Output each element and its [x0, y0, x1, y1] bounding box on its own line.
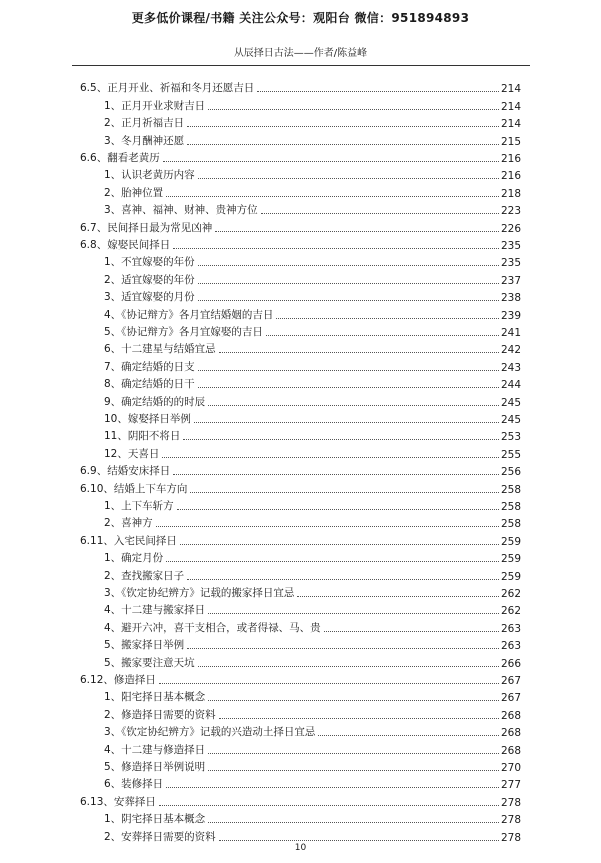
toc-subsection-entry — [104, 583, 521, 600]
toc-page-number: 268 — [500, 727, 521, 740]
toc-subsection-entry — [104, 287, 521, 304]
toc-entry-label: 4、《协记辩方》各月宜结婚姻的吉日 — [104, 308, 274, 321]
toc-page-number: 245 — [500, 396, 521, 409]
toc-subsection-entry — [104, 774, 521, 791]
toc-entry-label: 1、阴宅择日基本概念 — [104, 813, 206, 826]
toc-subsection-entry — [104, 374, 521, 391]
toc-subsection-entry — [104, 200, 521, 217]
toc-page-number: 268 — [500, 709, 521, 722]
toc-subsection-entry — [104, 165, 521, 182]
toc-page-number: 262 — [500, 587, 521, 600]
toc-dot-leader — [198, 282, 499, 284]
toc-dot-leader — [219, 351, 499, 353]
toc-subsection-entry — [104, 356, 521, 373]
toc-dot-leader — [208, 699, 499, 701]
toc-dot-leader — [166, 195, 499, 197]
toc-page-number: 263 — [500, 640, 521, 653]
toc-subsection-entry — [104, 182, 521, 199]
toc-entry-label: 3、喜神、福神、财神、贵神方位 — [104, 204, 258, 217]
toc-dot-leader — [163, 160, 499, 162]
toc-page-number: 263 — [500, 622, 521, 635]
toc-section-entry — [80, 461, 521, 478]
toc-dot-leader — [208, 821, 499, 823]
toc-subsection-entry — [104, 635, 521, 652]
toc-dot-leader — [177, 508, 499, 510]
toc-dot-leader — [173, 473, 499, 475]
toc-section-entry — [80, 791, 521, 808]
toc-subsection-entry — [104, 130, 521, 147]
toc-dot-leader — [219, 839, 499, 841]
toc-entry-label: 4、避开六冲，喜干支相合，或者得禄、马、贵 — [104, 621, 321, 634]
toc-section-entry — [80, 148, 521, 165]
toc-dot-leader — [198, 386, 499, 388]
toc-dot-leader — [187, 143, 499, 145]
toc-entry-label: 6、十二建星与结婚宜忌 — [104, 343, 216, 356]
toc-dot-leader — [156, 525, 499, 527]
toc-entry-label: 1、阳宅择日基本概念 — [104, 691, 206, 704]
toc-entry-label: 1、认识老黄历内容 — [104, 169, 195, 182]
toc-subsection-entry — [104, 113, 521, 130]
toc-page-number: 266 — [500, 657, 521, 670]
toc-dot-leader — [261, 212, 499, 214]
toc-entry-label: 3、适宜嫁娶的月份 — [104, 291, 195, 304]
toc-subsection-entry — [104, 443, 521, 460]
toc-page-number: 258 — [500, 518, 521, 531]
toc-dot-leader — [159, 804, 499, 806]
toc-entry-label: 1、上下车斩方 — [104, 499, 174, 512]
toc-page-number: 262 — [500, 605, 521, 618]
toc-subsection-entry — [104, 809, 521, 826]
toc-page-number: 235 — [500, 239, 521, 252]
toc-page-number: 214 — [500, 100, 521, 113]
toc-page-number: 270 — [500, 761, 521, 774]
toc-entry-label: 6.13、安葬择日 — [80, 795, 156, 808]
toc-dot-leader — [166, 560, 499, 562]
toc-entry-label: 4、十二建与搬家择日 — [104, 604, 206, 617]
toc-entry-label: 5、修造择日举例说明 — [104, 760, 206, 773]
toc-entry-label: 6.10、结婚上下车方向 — [80, 482, 188, 495]
toc-dot-leader — [266, 334, 499, 336]
toc-page-number: 278 — [500, 831, 521, 844]
toc-entry-label: 2、适宜嫁娶的年份 — [104, 273, 195, 286]
toc-dot-leader — [187, 125, 499, 127]
toc-subsection-entry — [104, 426, 521, 443]
toc-dot-leader — [183, 438, 499, 440]
toc-dot-leader — [276, 317, 499, 319]
toc-section-entry — [80, 78, 521, 95]
book-subtitle: 从辰择日古法——作者/陈益峰 — [233, 48, 368, 59]
toc-page-number: 267 — [500, 692, 521, 705]
toc-entry-label: 2、胎神位置 — [104, 186, 164, 199]
toc-dot-leader — [318, 734, 499, 736]
toc-entry-label: 3、《钦定协纪辨方》记载的兴造动土择日宜忌 — [104, 726, 316, 739]
toc-subsection-entry — [104, 252, 521, 269]
toc-page-number: 253 — [500, 431, 521, 444]
toc-entry-label: 5、搬家要注意天坑 — [104, 656, 195, 669]
toc-entry-label: 12、天喜日 — [104, 447, 160, 460]
toc-entry-label: 3、《钦定协纪辨方》记载的搬家择日宜忌 — [104, 586, 295, 599]
toc-entry-label: 5、搬家择日举例 — [104, 639, 185, 652]
toc-page-number: 238 — [500, 292, 521, 305]
toc-entry-label: 6、装修择日 — [104, 778, 164, 791]
toc-page-number: 258 — [500, 483, 521, 496]
toc-page-number: 216 — [500, 152, 521, 165]
toc-section-entry — [80, 670, 521, 687]
toc-section-entry — [80, 478, 521, 495]
toc-subsection-entry — [104, 722, 521, 739]
toc-entry-label: 2、喜神方 — [104, 517, 153, 530]
toc-dot-leader — [187, 578, 499, 580]
toc-subsection-entry — [104, 739, 521, 756]
toc-dot-leader — [166, 786, 499, 788]
toc-dot-leader — [194, 421, 499, 423]
toc-page-number: 278 — [500, 814, 521, 827]
toc-dot-leader — [198, 299, 499, 301]
toc-page-number: 235 — [500, 257, 521, 270]
toc-entry-label: 6.12、修造择日 — [80, 673, 156, 686]
toc-subsection-entry — [104, 826, 521, 843]
toc-subsection-entry — [104, 617, 521, 634]
toc-page-number: 218 — [500, 187, 521, 200]
toc-dot-leader — [324, 630, 499, 632]
toc-entry-label: 6.6、翻看老黄历 — [80, 151, 160, 164]
toc-dot-leader — [208, 612, 499, 614]
toc-entry-label: 1、确定月份 — [104, 552, 164, 565]
promo-banner: 更多低价课程/书籍 关注公众号：观阳台 微信：951894893 — [131, 11, 470, 25]
toc-dot-leader — [297, 595, 499, 597]
toc-dot-leader — [180, 543, 499, 545]
toc-entry-label: 1、正月开业求财吉日 — [104, 99, 206, 112]
toc-subsection-entry — [104, 95, 521, 112]
toc-page-number: 278 — [500, 796, 521, 809]
toc-entry-label: 2、安葬择日需要的资料 — [104, 830, 216, 843]
toc-entry-label: 7、确定结婚的日支 — [104, 360, 195, 373]
toc-entry-label: 2、查找搬家日子 — [104, 569, 185, 582]
toc-subsection-entry — [104, 704, 521, 721]
toc-page-number: 245 — [500, 413, 521, 426]
toc-page-number: 242 — [500, 344, 521, 357]
toc-entry-label: 2、正月祈福吉日 — [104, 117, 185, 130]
toc-page-number: 259 — [500, 535, 521, 548]
toc-subsection-entry — [104, 339, 521, 356]
toc-subsection-entry — [104, 652, 521, 669]
toc-dot-leader — [198, 665, 499, 667]
toc-page-number: 244 — [500, 379, 521, 392]
toc-dot-leader — [208, 752, 499, 754]
toc-section-entry — [80, 217, 521, 234]
toc-page-number: 226 — [500, 222, 521, 235]
toc-dot-leader — [257, 90, 499, 92]
toc-dot-leader — [208, 769, 499, 771]
toc-page-number: 256 — [500, 466, 521, 479]
toc-dot-leader — [215, 230, 499, 232]
toc-dot-leader — [198, 369, 499, 371]
toc-dot-leader — [187, 647, 499, 649]
toc-dot-leader — [198, 264, 499, 266]
toc-subsection-entry — [104, 513, 521, 530]
toc-dot-leader — [208, 404, 499, 406]
toc-entry-label: 3、冬月酬神还愿 — [104, 134, 185, 147]
toc-entry-label: 10、嫁娶择日举例 — [104, 412, 191, 425]
toc-entry-label: 6.11、入宅民间择日 — [80, 534, 177, 547]
toc-entry-label: 9、确定结婚的的时辰 — [104, 395, 206, 408]
toc-dot-leader — [219, 717, 499, 719]
toc-page-number: 216 — [500, 170, 521, 183]
toc-section-entry — [80, 530, 521, 547]
toc-entry-label: 6.5、正月开业、祈福和冬月还愿吉日 — [80, 82, 255, 95]
toc-entry-label: 6.9、结婚安床择日 — [80, 465, 171, 478]
toc-page-number: 259 — [500, 570, 521, 583]
toc-page-number: 223 — [500, 205, 521, 218]
toc-section-entry — [80, 235, 521, 252]
toc-subsection-entry — [104, 548, 521, 565]
toc-dot-leader — [159, 682, 499, 684]
toc-entry-label: 6.7、民间择日最为常见凶神 — [80, 221, 213, 234]
toc-subsection-entry — [104, 304, 521, 321]
toc-dot-leader — [162, 456, 499, 458]
toc-dot-leader — [208, 108, 499, 110]
toc-entry-label: 4、十二建与修造择日 — [104, 743, 206, 756]
toc-page-number: 214 — [500, 118, 521, 131]
toc-entry-label: 11、阴阳不将日 — [104, 430, 181, 443]
toc-page-number: 267 — [500, 674, 521, 687]
toc-page-number: 243 — [500, 361, 521, 374]
toc-subsection-entry — [104, 409, 521, 426]
toc-dot-leader — [198, 177, 499, 179]
toc-subsection-entry — [104, 757, 521, 774]
toc-page-number: 239 — [500, 309, 521, 322]
toc-subsection-entry — [104, 391, 521, 408]
toc-subsection-entry — [104, 269, 521, 286]
toc-subsection-entry — [104, 496, 521, 513]
toc-page-number: 259 — [500, 553, 521, 566]
toc-page-number: 241 — [500, 326, 521, 339]
toc-page-number: 277 — [500, 779, 521, 792]
toc-entry-label: 8、确定结婚的日干 — [104, 378, 195, 391]
toc-subsection-entry — [104, 600, 521, 617]
toc-page-number: 214 — [500, 83, 521, 96]
toc-entry-label: 6.8、嫁娶民间择日 — [80, 238, 171, 251]
header-divider — [72, 65, 530, 66]
toc-dot-leader — [190, 491, 499, 493]
toc-page-number: 268 — [500, 744, 521, 757]
toc-page-number: 255 — [500, 448, 521, 461]
toc-page-number: 258 — [500, 500, 521, 513]
page-number: 10 — [294, 843, 307, 853]
toc-dot-leader — [173, 247, 499, 249]
toc-entry-label: 5、《协记辩方》各月宜嫁娶的吉日 — [104, 325, 263, 338]
toc-page-number: 237 — [500, 274, 521, 287]
toc-subsection-entry — [104, 322, 521, 339]
toc-entry-label: 1、不宜嫁娶的年份 — [104, 256, 195, 269]
toc-entry-label: 2、修造择日需要的资料 — [104, 708, 216, 721]
toc-page-number: 215 — [500, 135, 521, 148]
toc-subsection-entry — [104, 565, 521, 582]
toc-subsection-entry — [104, 687, 521, 704]
